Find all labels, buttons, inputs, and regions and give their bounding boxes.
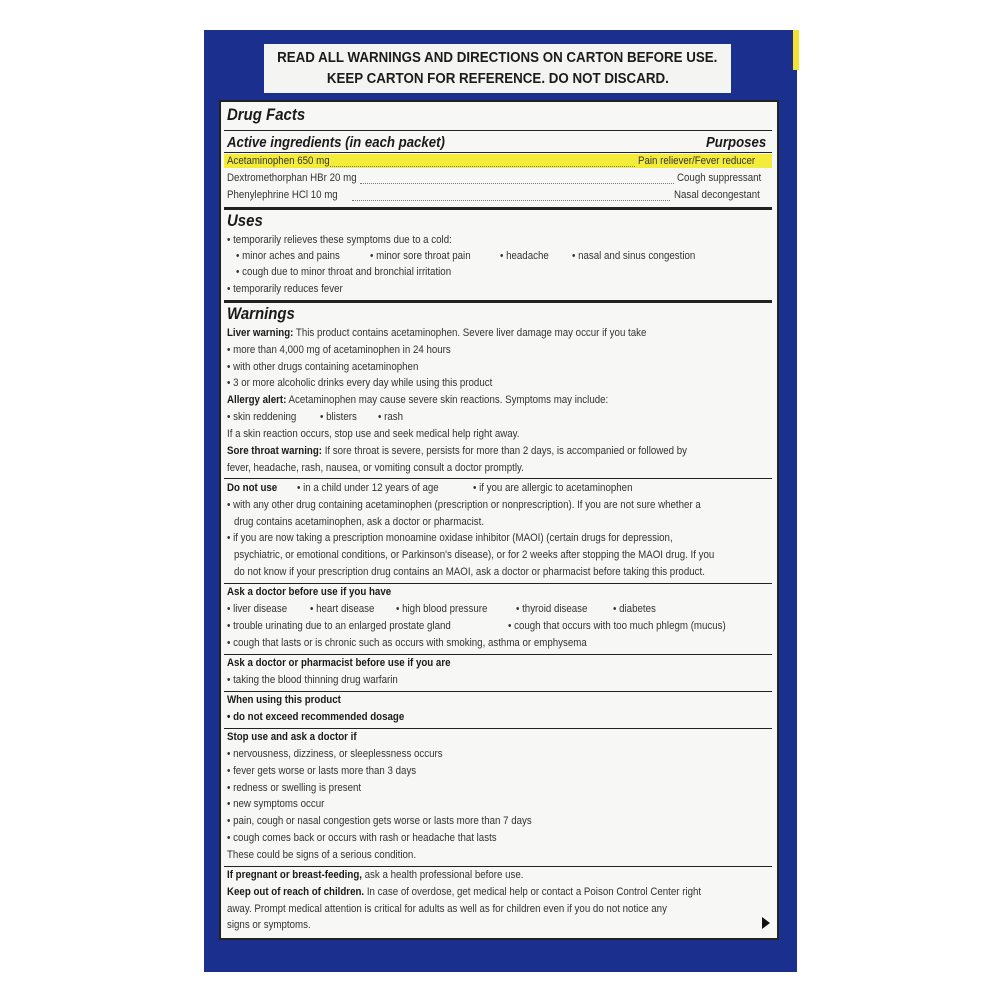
warning-item: • if you are allergic to acetaminophen [473, 482, 633, 494]
ingredient-name: Dextromethorphan HBr 20 mg [227, 172, 357, 184]
divider [224, 654, 772, 655]
do-not-use-label: Do not use [227, 482, 278, 494]
divider [224, 728, 772, 729]
warning-text: These could be signs of a serious condition. [227, 849, 417, 861]
yellow-edge-tab [793, 30, 799, 70]
warning-item: • with any other drug containing acetaminophen (prescription or nonprescription). If you are not sure whether a [227, 499, 701, 511]
warnings-title: Warnings [227, 304, 295, 323]
warning-item: • skin reddening [227, 411, 297, 423]
divider [224, 130, 772, 131]
sore-throat-label: Sore throat warning: [227, 445, 323, 457]
uses-item: • nasal and sinus congestion [572, 250, 696, 262]
allergy-alert-label: Allergy alert: [227, 394, 287, 406]
liver-warning-label: Liver warning: [227, 327, 294, 339]
leader-dots [360, 183, 674, 184]
continue-arrow-icon [762, 917, 770, 929]
warning-item: • redness or swelling is present [227, 782, 362, 794]
warning-item: • high blood pressure [396, 603, 488, 615]
liver-warning [227, 327, 646, 340]
uses-line: • temporarily reduces fever [227, 283, 343, 295]
purposes-header: Purposes [706, 134, 767, 151]
warning-item: • fever gets worse or lasts more than 3 days [227, 765, 417, 777]
section-divider [224, 300, 772, 303]
pregnancy-label: If pregnant or breast-feeding, [227, 869, 362, 881]
warning-item: • trouble urinating due to an enlarged prostate gland [227, 620, 451, 632]
divider [224, 583, 772, 584]
stop-use-label: Stop use and ask a doctor if [227, 731, 357, 743]
warning-text: drug contains acetaminophen, ask a doctor or pharmacist. [234, 516, 485, 528]
uses-item: • minor sore throat pain [370, 250, 471, 262]
warning-item: • 3 or more alcoholic drinks every day while using this product [227, 377, 493, 389]
warning-item: • diabetes [613, 603, 656, 615]
sore-throat-warning [227, 445, 687, 458]
pregnancy-warning [227, 869, 523, 882]
uses-line: • temporarily relieves these symptoms due to a cold: [227, 234, 452, 246]
ask-doctor-label: Ask a doctor before use if you have [227, 586, 392, 598]
section-divider [224, 207, 772, 210]
sore-throat-text: If sore throat is severe, persists for more than 2 days, is accompanied or followed by [322, 445, 688, 457]
warning-text: If a skin reaction occurs, stop use and seek medical help right away. [227, 428, 520, 440]
warning-item: • new symptoms occur [227, 798, 325, 810]
warning-item: • more than 4,000 mg of acetaminophen in 24 hours [227, 344, 451, 356]
ask-pharmacist-label: Ask a doctor or pharmacist before use if you are [227, 657, 451, 669]
divider [224, 866, 772, 867]
warning-item: • heart disease [310, 603, 375, 615]
warning-banner [264, 44, 731, 93]
divider [224, 478, 772, 479]
warning-text: do not know if your prescription drug contains an MAOI, ask a doctor or pharmacist before taking this product. [234, 566, 705, 578]
keep-out-label: Keep out of reach of children. [227, 886, 365, 898]
drug-facts-title: Drug Facts [227, 105, 306, 124]
leader-dots [330, 166, 635, 167]
leader-dots [352, 200, 670, 201]
banner-line-2: KEEP CARTON FOR REFERENCE. DO NOT DISCARD. [326, 70, 669, 87]
warning-text: psychiatric, or emotional conditions, or Parkinson's disease), or for 2 weeks after stopping the MAOI drug. If you [234, 549, 715, 561]
warning-item: • liver disease [227, 603, 288, 615]
warning-item: • cough comes back or occurs with rash or headache that lasts [227, 832, 497, 844]
when-using-label: When using this product [227, 694, 341, 706]
warning-item: • nervousness, dizziness, or sleeplessness occurs [227, 748, 443, 760]
divider [224, 691, 772, 692]
warning-item: • blisters [320, 411, 357, 423]
ingredient-name: Phenylephrine HCl 10 mg [227, 189, 338, 201]
warning-text: away. Prompt medical attention is critical for adults as well as for children even if you do not notice any [227, 903, 667, 915]
uses-item: • minor aches and pains [236, 250, 340, 262]
warning-item: • do not exceed recommended dosage [227, 711, 405, 723]
keep-out-warning [227, 886, 701, 899]
warning-item: • with other drugs containing acetaminophen [227, 361, 419, 373]
warning-text: signs or symptoms. [227, 919, 311, 931]
warning-item: • rash [378, 411, 404, 423]
warning-item: • thyroid disease [516, 603, 588, 615]
warning-item: • pain, cough or nasal congestion gets worse or lasts more than 7 days [227, 815, 532, 827]
warning-item: • taking the blood thinning drug warfarin [227, 674, 398, 686]
liver-warning-text: This product contains acetaminophen. Severe liver damage may occur if you take [293, 327, 647, 339]
warning-item: • if you are now taking a prescription monoamine oxidase inhibitor (MAOI) (certain drugs for depression, [227, 532, 673, 544]
pregnancy-text: ask a health professional before use. [361, 869, 524, 881]
ingredient-purpose: Cough suppressant [677, 172, 762, 184]
ingredient-purpose: Pain reliever/Fever reducer [638, 155, 756, 167]
warning-item: • cough that lasts or is chronic such as occurs with smoking, asthma or emphysema [227, 637, 587, 649]
keep-out-text: In case of overdose, get medical help or contact a Poison Control Center right [364, 886, 702, 898]
warning-text: fever, headache, rash, nausea, or vomiting consult a doctor promptly. [227, 462, 524, 474]
active-ingredients-header: Active ingredients (in each packet) [227, 134, 445, 151]
allergy-alert-text: Acetaminophen may cause severe skin reactions. Symptoms may include: [286, 394, 609, 406]
warning-item: • cough that occurs with too much phlegm (mucus) [508, 620, 726, 632]
allergy-alert [227, 394, 608, 407]
ingredient-purpose: Nasal decongestant [674, 189, 760, 201]
divider [224, 152, 772, 153]
uses-item: • cough due to minor throat and bronchial irritation [236, 266, 452, 278]
warning-item: • in a child under 12 years of age [297, 482, 439, 494]
banner-line-1: READ ALL WARNINGS AND DIRECTIONS ON CARTON BEFORE USE. [277, 49, 718, 66]
uses-item: • headache [500, 250, 549, 262]
ingredient-name: Acetaminophen 650 mg [227, 155, 330, 167]
uses-title: Uses [227, 211, 263, 230]
